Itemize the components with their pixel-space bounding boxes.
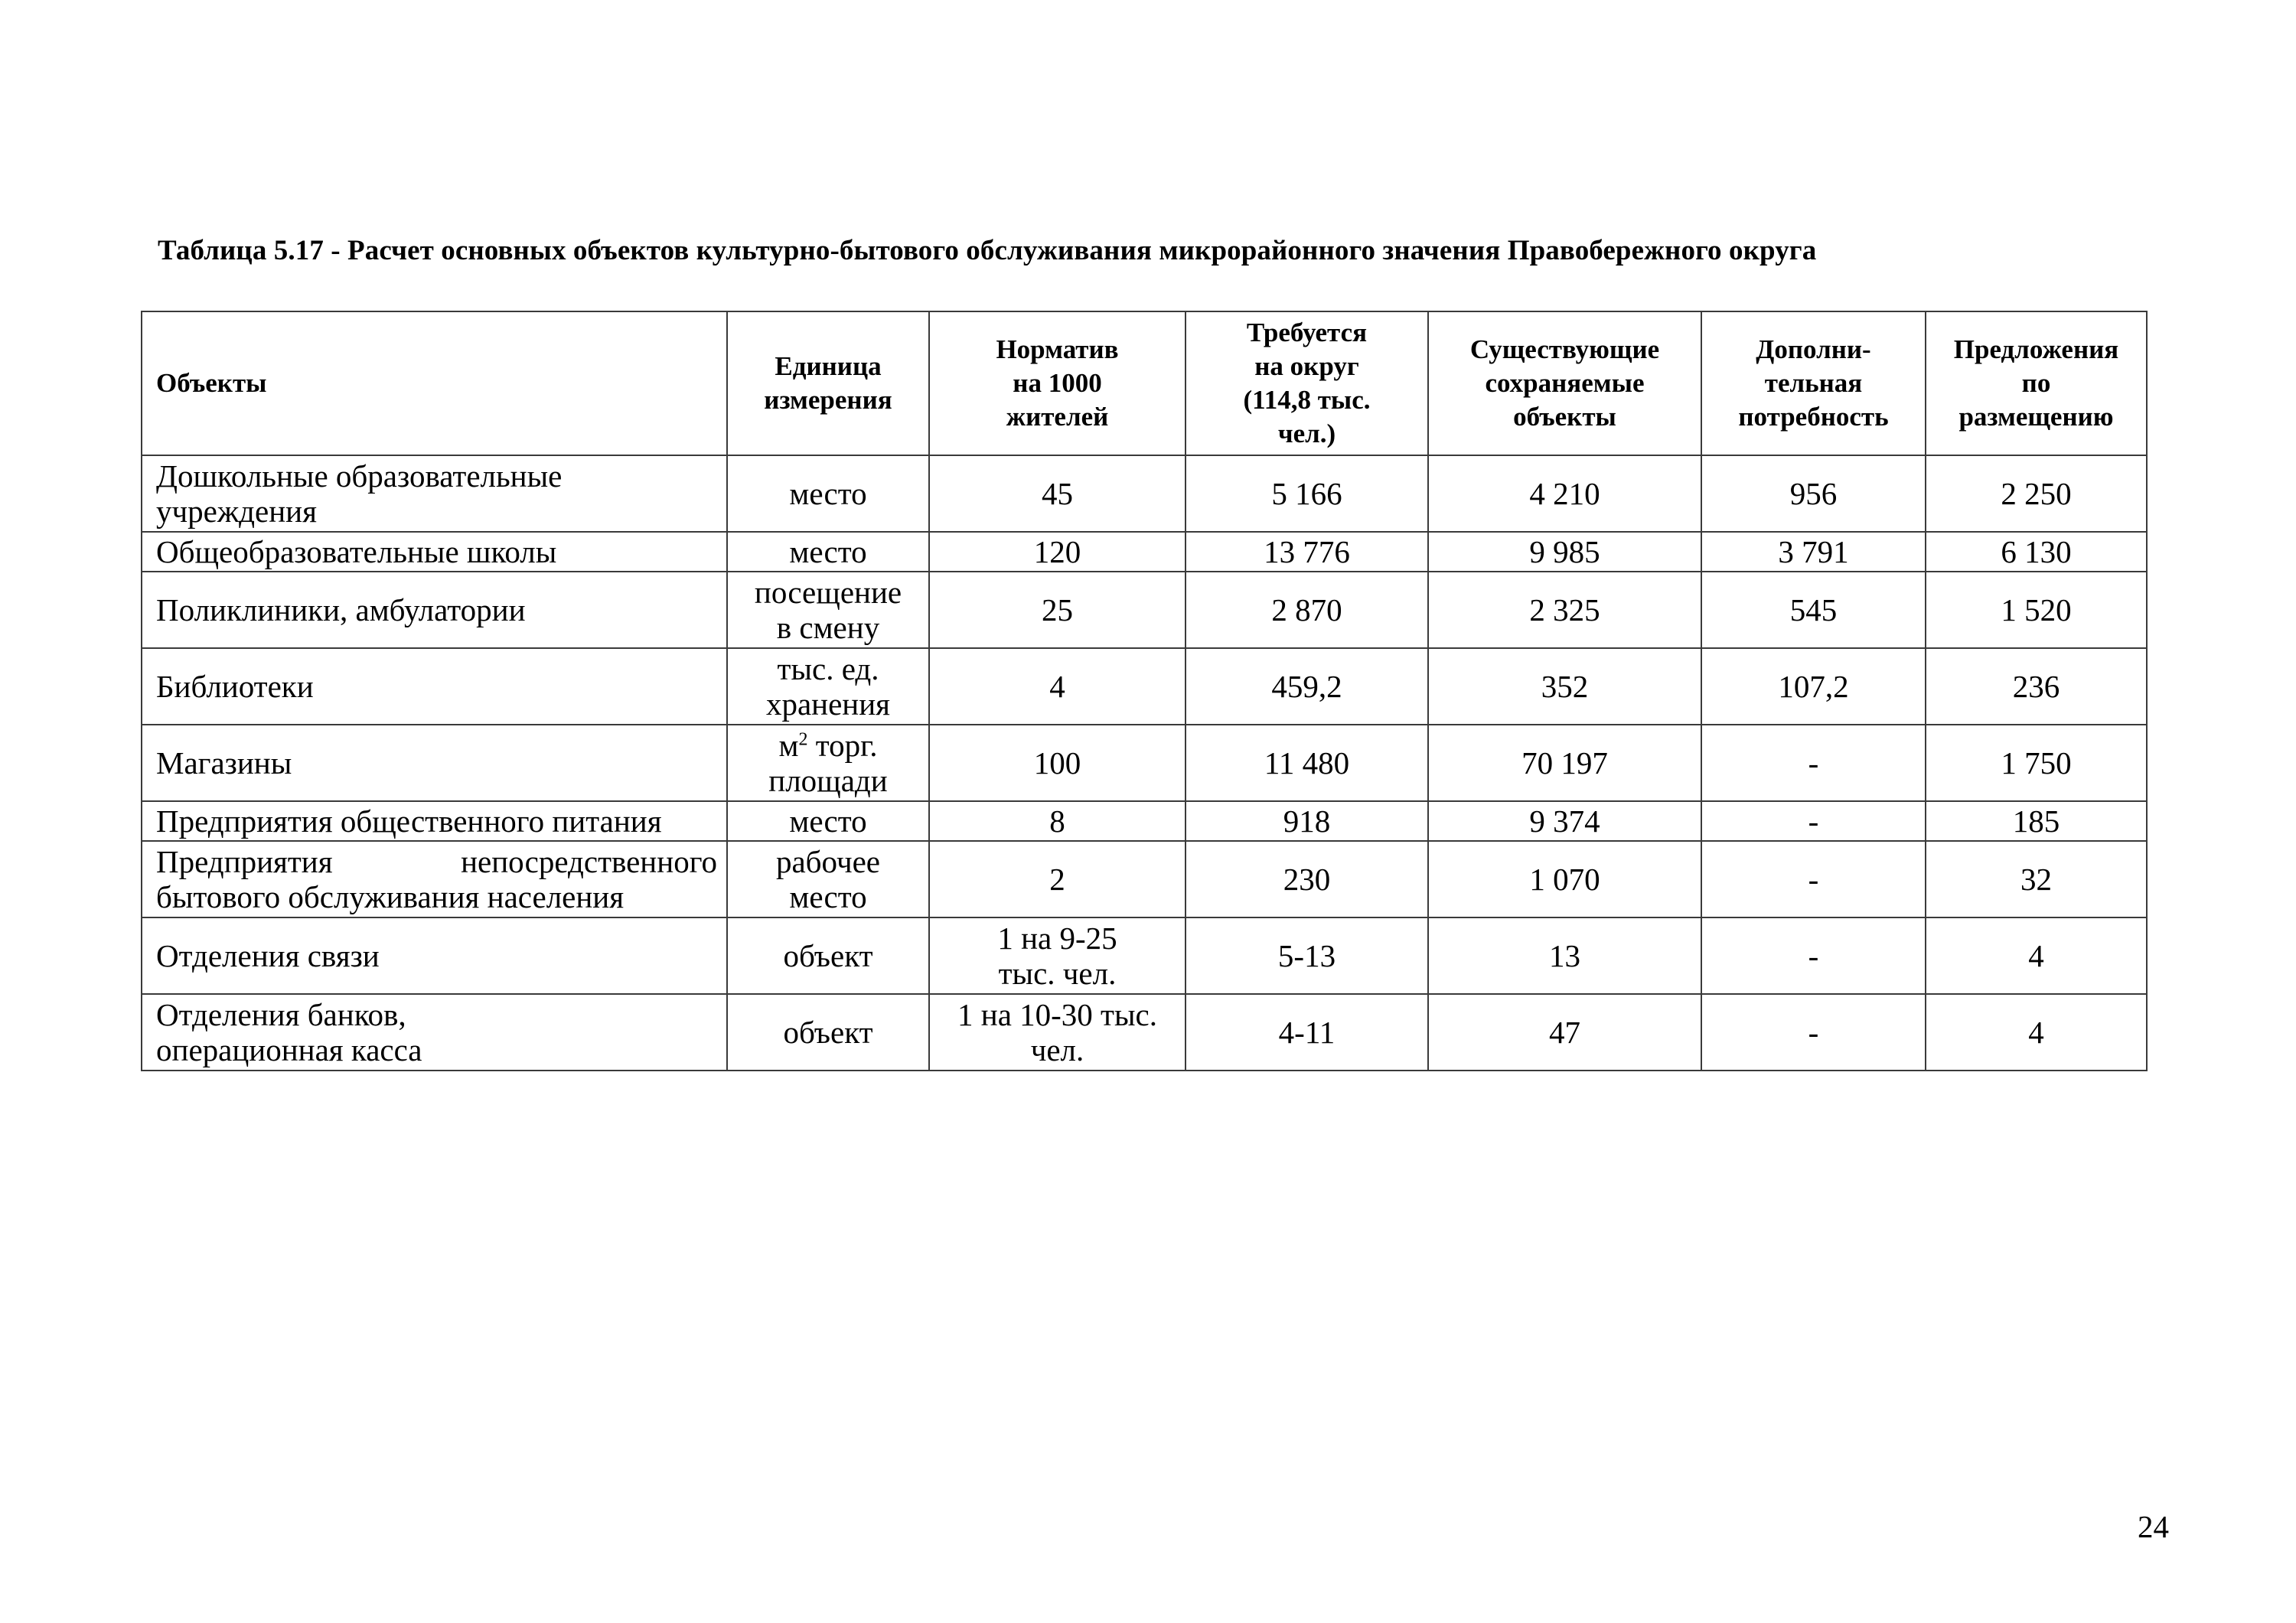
object-line2: бытового обслуживания населения [156, 879, 625, 914]
cell-additional: 956 [1701, 455, 1926, 532]
cell-existing: 13 [1428, 917, 1701, 994]
cell-existing: 70 197 [1428, 725, 1701, 801]
unit-m: м [778, 728, 799, 763]
cell-additional: - [1701, 801, 1926, 841]
cell-unit: рабочее место [727, 841, 929, 917]
cell-unit: объект [727, 994, 929, 1071]
cell-proposals: 6 130 [1926, 532, 2147, 572]
cell-additional: 3 791 [1701, 532, 1926, 572]
cell-proposals: 4 [1926, 917, 2147, 994]
cell-additional: 107,2 [1701, 648, 1926, 725]
table-caption: Таблица 5.17 - Расчет основных объектов культурно-бытового обслуживания микрорайонного значения Правобережного округа [158, 235, 1817, 266]
table-row [142, 572, 2147, 648]
cell-required: 13 776 [1186, 532, 1428, 572]
cell-existing: 4 210 [1428, 455, 1701, 532]
cell-proposals: 185 [1926, 801, 2147, 841]
table-row [142, 455, 2147, 532]
cell-norm: 45 [929, 455, 1186, 532]
cell-proposals: 32 [1926, 841, 2147, 917]
header-existing: Существующие сохраняемые объекты [1428, 311, 1701, 455]
cell-object: Отделения связи [142, 917, 727, 994]
header-additional: Дополни- тельная потребность [1701, 311, 1926, 455]
object-word-2: непосредственного [461, 844, 717, 879]
page-number: 24 [2138, 1509, 2169, 1544]
cell-required: 459,2 [1186, 648, 1428, 725]
cell-unit: место [727, 801, 929, 841]
cell-additional: - [1701, 917, 1926, 994]
cell-additional: 545 [1701, 572, 1926, 648]
unit-ploshadi: площади [768, 763, 888, 798]
cell-object [142, 841, 727, 917]
cell-object: Предприятия общественного питания [142, 801, 727, 841]
cell-norm: 100 [929, 725, 1186, 801]
cell-required: 230 [1186, 841, 1428, 917]
cell-proposals: 236 [1926, 648, 2147, 725]
object-word-1: Предприятия [156, 844, 333, 879]
table-row [142, 841, 2147, 917]
cell-proposals: 2 250 [1926, 455, 2147, 532]
cell-unit: объект [727, 917, 929, 994]
cell-required: 11 480 [1186, 725, 1428, 801]
cell-object: Поликлиники, амбулатории [142, 572, 727, 648]
cell-unit: посещение в смену [727, 572, 929, 648]
cell-object: Общеобразовательные школы [142, 532, 727, 572]
cell-proposals: 1 750 [1926, 725, 2147, 801]
cell-additional: - [1701, 725, 1926, 801]
cell-norm: 1 на 9-25 тыс. чел. [929, 917, 1186, 994]
table-row [142, 648, 2147, 725]
cell-existing: 2 325 [1428, 572, 1701, 648]
cell-norm: 25 [929, 572, 1186, 648]
services-table [141, 311, 2148, 1071]
header-row [142, 311, 2147, 455]
table-row [142, 532, 2147, 572]
cell-unit [727, 725, 929, 801]
header-proposals: Предложения по размещению [1926, 311, 2147, 455]
cell-required: 5-13 [1186, 917, 1428, 994]
cell-unit: тыс. ед. хранения [727, 648, 929, 725]
cell-additional: - [1701, 994, 1926, 1071]
header-required: Требуется на округ (114,8 тыс. чел.) [1186, 311, 1428, 455]
cell-required: 918 [1186, 801, 1428, 841]
table-row [142, 994, 2147, 1071]
cell-required: 5 166 [1186, 455, 1428, 532]
object-line1 [156, 844, 717, 879]
cell-existing: 352 [1428, 648, 1701, 725]
cell-norm: 1 на 10-30 тыс. чел. [929, 994, 1186, 1071]
cell-norm: 2 [929, 841, 1186, 917]
cell-object: Дошкольные образовательные учреждения [142, 455, 727, 532]
cell-object: Библиотеки [142, 648, 727, 725]
cell-required: 4-11 [1186, 994, 1428, 1071]
header-objects: Объекты [142, 311, 727, 455]
cell-norm: 8 [929, 801, 1186, 841]
cell-norm: 4 [929, 648, 1186, 725]
cell-existing: 1 070 [1428, 841, 1701, 917]
cell-norm: 120 [929, 532, 1186, 572]
cell-object: Магазины [142, 725, 727, 801]
cell-existing: 9 985 [1428, 532, 1701, 572]
cell-unit: место [727, 532, 929, 572]
cell-existing: 47 [1428, 994, 1701, 1071]
unit-torg: торг. [807, 728, 878, 763]
header-norm: Норматив на 1000 жителей [929, 311, 1186, 455]
table-row [142, 917, 2147, 994]
cell-proposals: 1 520 [1926, 572, 2147, 648]
cell-unit: место [727, 455, 929, 532]
table-row [142, 801, 2147, 841]
unit-superscript: 2 [798, 729, 808, 750]
cell-required: 2 870 [1186, 572, 1428, 648]
cell-additional: - [1701, 841, 1926, 917]
cell-existing: 9 374 [1428, 801, 1701, 841]
cell-proposals: 4 [1926, 994, 2147, 1071]
cell-object: Отделения банков, операционная касса [142, 994, 727, 1071]
header-unit: Единица измерения [727, 311, 929, 455]
table-row [142, 725, 2147, 801]
